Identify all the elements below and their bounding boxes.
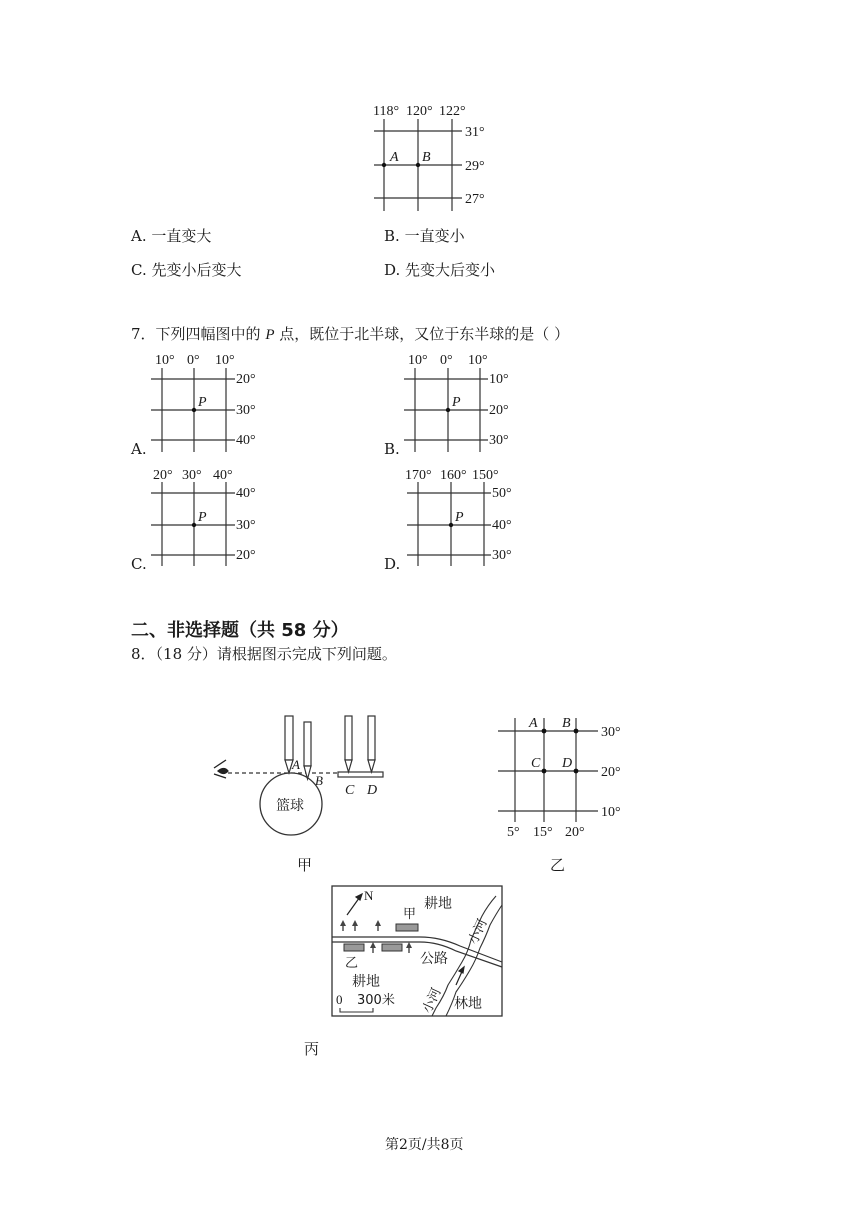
point-c-label: C [345, 783, 355, 798]
lon-label: 15° [533, 825, 553, 840]
lat-label: 50° [492, 486, 512, 501]
option-letter: B. [384, 227, 400, 245]
option-letter: C. [131, 261, 147, 279]
lat-label: 10° [489, 372, 509, 387]
building-jia [396, 924, 418, 931]
fig-bing-caption: 丙 [304, 1040, 320, 1058]
lat-label: 40° [236, 433, 256, 448]
point-b-label: B [315, 773, 323, 788]
lat-label: 30° [236, 403, 256, 418]
lat-label: 10° [601, 805, 621, 820]
lat-label: 30° [601, 725, 621, 740]
section-title-suffix: 分） [306, 620, 349, 641]
lon-label: 170° [405, 468, 432, 483]
label-road: 公路 [420, 951, 448, 967]
label-farmland-top: 耕地 [424, 896, 452, 912]
lon-label: 0° [440, 353, 453, 368]
scale-distance: 300米 [357, 993, 395, 1008]
q7-option-a[interactable]: A. [131, 440, 147, 458]
q6-point-b-label: B [422, 150, 431, 165]
lon-label: 150° [472, 468, 499, 483]
lon-label: 10° [468, 353, 488, 368]
question-point: P [265, 327, 275, 343]
option-text: 一直变小 [404, 227, 465, 245]
point-label: P [452, 395, 461, 410]
question-text: 下列四幅图中的 [155, 325, 261, 343]
label-forest: 林地 [454, 996, 482, 1012]
label-jia: 甲 [403, 907, 417, 922]
question-text: 点，既位于北半球，又位于东半球的是（ ） [279, 325, 570, 343]
q6-point-a-label: A [390, 150, 399, 165]
lon-label: 20° [565, 825, 585, 840]
lon-label: 10° [215, 353, 235, 368]
scale-zero: 0 [336, 992, 343, 1007]
point-c-label: C [531, 756, 541, 771]
point-a-label: A [529, 716, 538, 731]
q7-option-d[interactable]: D. [384, 555, 401, 573]
point-label: P [198, 510, 207, 525]
option-text: 先变大后变小 [405, 261, 496, 279]
question-text: （18 分）请根据图示完成下列问题。 [155, 645, 397, 663]
lon-label: 30° [182, 468, 202, 483]
lon-label: 0° [187, 353, 200, 368]
building-yi [344, 944, 364, 951]
point-a-label: A [292, 757, 300, 772]
q7-option-c[interactable]: C. [131, 555, 147, 573]
north-label: N [364, 888, 374, 903]
lat-label: 30° [489, 433, 509, 448]
lon-label: 20° [153, 468, 173, 483]
lon-label: 160° [440, 468, 467, 483]
section-title-prefix: 二、非选择题（共 [131, 620, 282, 641]
q6-lat-label: 27° [465, 192, 485, 207]
lon-label: 10° [408, 353, 428, 368]
point-label: P [455, 510, 464, 525]
q6-lat-label: 29° [465, 159, 485, 174]
option-text: 一直变大 [151, 227, 212, 245]
point-d-label: D [367, 783, 378, 798]
lat-label: 20° [601, 765, 621, 780]
lat-label: 20° [236, 548, 256, 563]
question-number: 8． [131, 645, 156, 663]
point-b-label: B [562, 716, 571, 731]
page-footer: 第2页/共8页 [385, 1137, 464, 1153]
q6-lon-label: 122° [439, 104, 466, 119]
fig-yi-caption: 乙 [550, 856, 566, 874]
lat-label: 20° [236, 372, 256, 387]
lat-label: 40° [492, 518, 512, 533]
lat-label: 40° [236, 486, 256, 501]
q6-lat-label: 31° [465, 125, 485, 140]
q7-option-b[interactable]: B. [384, 440, 400, 458]
ball-label: 篮球 [276, 798, 304, 814]
lon-label: 40° [213, 468, 233, 483]
section-score: 58 [281, 620, 307, 641]
label-farmland-bottom: 耕地 [352, 974, 380, 990]
building [382, 944, 402, 951]
label-river-bottom: 小河 [420, 985, 445, 1016]
point-d-label: D [562, 756, 573, 771]
lat-label: 30° [492, 548, 512, 563]
lon-label: 5° [507, 825, 520, 840]
point-label: P [198, 395, 207, 410]
lat-label: 20° [489, 403, 509, 418]
q6-lon-label: 120° [406, 104, 433, 119]
option-text: 先变小后变大 [151, 261, 242, 279]
fig-jia-caption: 甲 [297, 856, 313, 874]
label-river-top: 小河 [466, 916, 491, 947]
q6-lon-label: 118° [373, 104, 400, 119]
lat-label: 30° [236, 518, 256, 533]
label-yi: 乙 [345, 956, 359, 971]
lon-label: 10° [155, 353, 175, 368]
option-letter: D. [384, 261, 401, 279]
question-number: 7． [131, 325, 156, 343]
option-letter: A. [131, 227, 147, 245]
